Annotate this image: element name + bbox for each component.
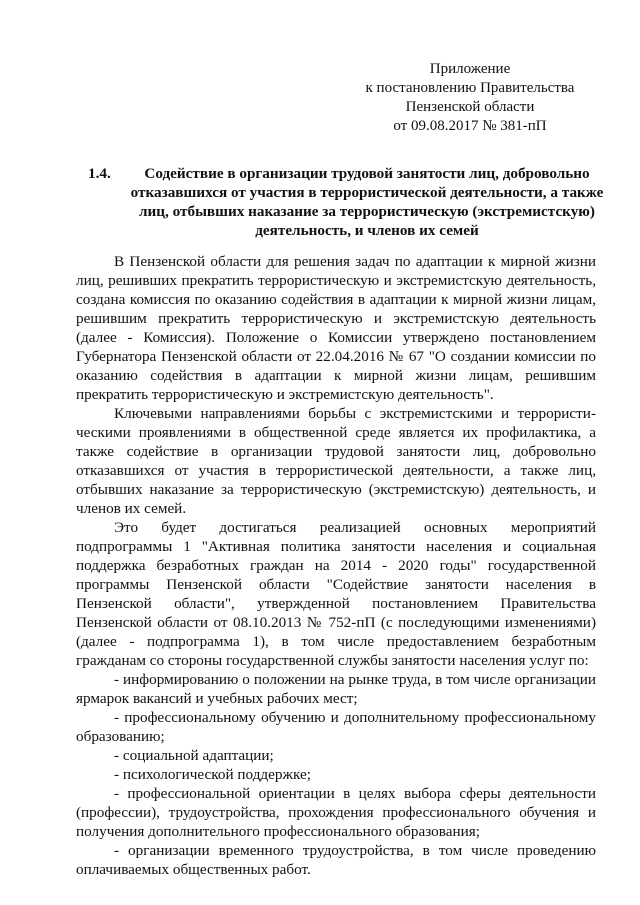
header-line: к постановлению Правительства (365, 80, 575, 96)
paragraph: В Пензенской области для решения задач по адаптации к мирной жизни лиц, решивших прекратить террористическую и экстремистскую деятельность, создана комиссия по оказанию содействия в адаптации к мирной жизни лицам, решившим прекратить террористическую и экстремистскую деятельность (далее - Комиссия). Положение о Комиссии утверждено постановлением Губернатора Пензенской области от 22.04.2016 № 67 "О создании комиссии по оказанию содействия в адаптации к мирной жизни лицам, решившим прекратить террористическую и экстремистскую деятельность". (76, 253, 596, 403)
document-body (76, 252, 596, 879)
paragraph: Это будет достигаться реализацией основных мероприятий подпрограммы 1 "Активная политика занятости населения и социальная поддержка безработных граждан на 2014 - 2020 годы" государственной программы Пензенской области "Содействие занятости населения в Пензенской области", утвержденной постановлением Правительства Пензенской области от 08.10.2013 № 752-пП (с последующими изменениями) (далее - подпрограмма 1), в том числе предоставлением безработным гражданам со стороны государственной службы занятости населения услуг по: (76, 519, 596, 669)
list-item: - организации временного трудоустройства, в том числе проведению оплачиваемых общественных работ. (76, 842, 596, 878)
header-line: Приложение (429, 61, 511, 77)
document-header (330, 60, 610, 136)
list-item: - социальной адаптации; (114, 747, 274, 764)
list-item: - профессиональной ориентации в целях выбора сферы деятельности (профессии), трудоустройства, прохождения профессионального обучения и получения дополнительного профессионального образования; (76, 785, 596, 840)
list-item: - профессиональному обучению и дополнительному профессиональному образованию; (76, 709, 596, 745)
list-item: - психологической поддержке; (114, 766, 311, 783)
header-line: Пензенской области (405, 99, 535, 115)
section-number: 1.4. (88, 165, 111, 182)
list-item: - информированию о положении на рынке труда, в том числе организации ярмарок вакансий и учебных рабочих мест; (76, 671, 596, 707)
header-line: от 09.08.2017 № 381-пП (393, 118, 547, 134)
paragraph: Ключевыми направлениями борьбы с экстремистскими и террористическими проявлениями в общественной среде является их профилактика, а также содействие в организации трудовой занятости лиц, добровольно отказавшихся от участия в террористической деятельности, а также лиц, отбывших наказание за террористическую (экстремистскую) деятельность, и членов их семей. (76, 405, 596, 517)
section-title: Содействие в организации трудовой занятости лиц, добровольно отказавшихся от участия в террористической деятельности, а также лиц, отбывших наказание за террористическую (экстремистскую) деятельность, и членов их семей (130, 165, 604, 239)
section-heading (88, 164, 608, 240)
